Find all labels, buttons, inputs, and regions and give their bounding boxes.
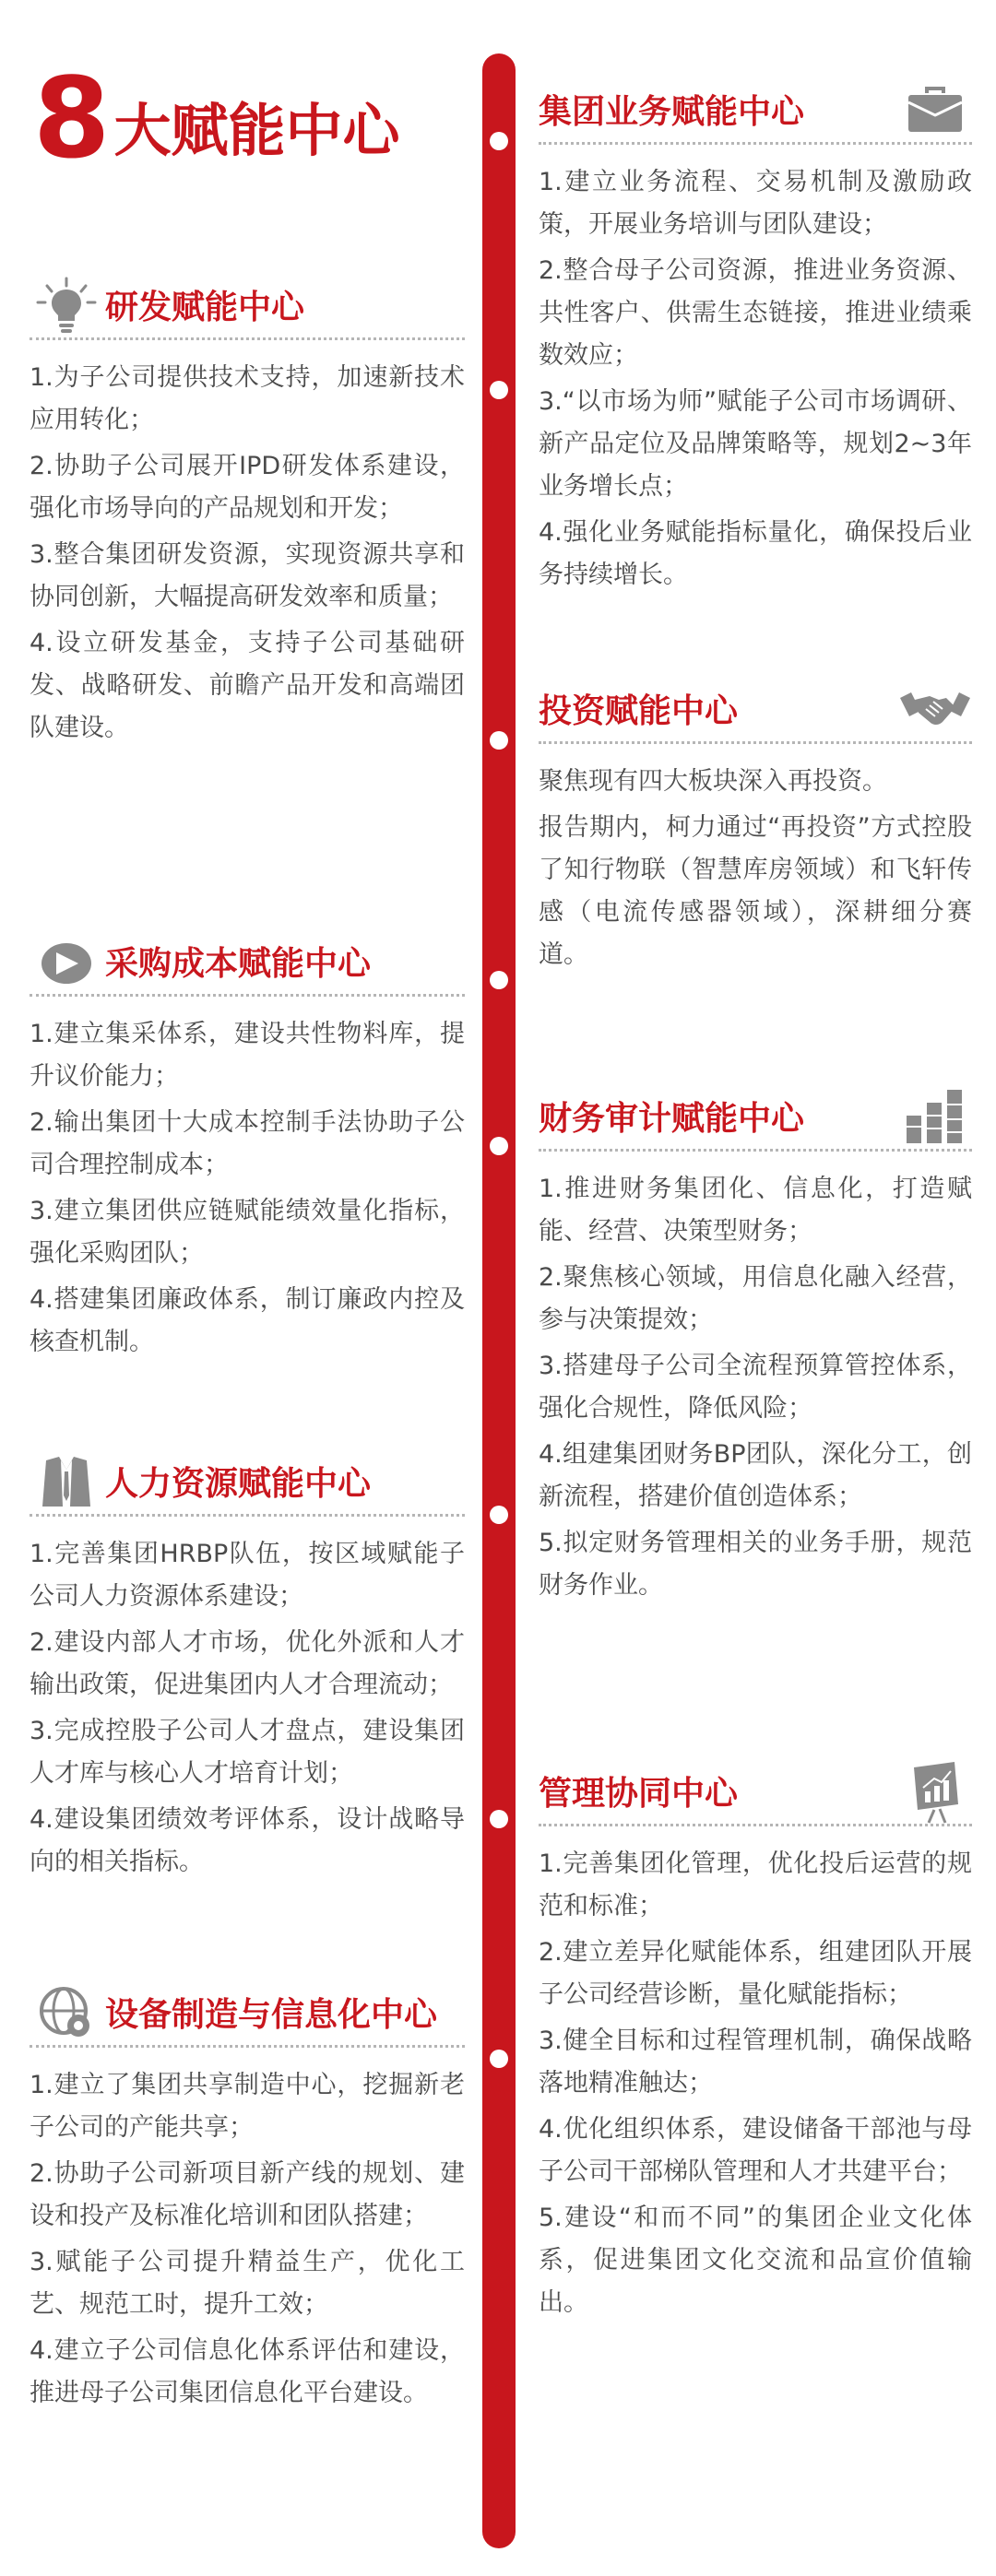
bar-chart-icon [898, 1084, 972, 1149]
timeline-dot [490, 971, 508, 989]
section-header [30, 273, 465, 340]
section-header [539, 77, 972, 145]
list-item: 5.建设“和而不同”的集团企业文化体系，促进集团文化交流和品宣价值输出。 [539, 2204, 972, 2317]
list-item: 1.建立集采体系，建设共性物料库，提升议价能力； [30, 1020, 465, 1091]
suit-icon [30, 1449, 103, 1514]
section-title: 财务审计赋能中心 [539, 1100, 805, 1138]
section-manufacturing-center [30, 1980, 465, 2418]
title-number: 8 [33, 55, 109, 183]
timeline-dot [490, 731, 508, 750]
section-title: 设备制造与信息化中心 [105, 1996, 438, 2034]
list-item: 1.完善集团HRBP队伍，按区域赋能子公司人力资源体系建设； [30, 1540, 465, 1611]
item-list [30, 2064, 465, 2415]
item-list [539, 761, 972, 976]
section-title: 管理协同中心 [539, 1775, 739, 1813]
list-item: 3.健全目标和过程管理机制，确保战略落地精准触达； [539, 2027, 972, 2097]
handshake-icon [898, 677, 972, 741]
section-header [539, 1759, 972, 1826]
page-title [33, 55, 400, 183]
section-title: 投资赋能中心 [539, 692, 739, 730]
section-title: 集团业务赋能中心 [539, 93, 805, 131]
list-item: 2.聚焦核心领域，用信息化融入经营，参与决策提效； [539, 1263, 972, 1334]
list-item: 4.建立子公司信息化体系评估和建设，推进母子公司集团信息化平台建设。 [30, 2336, 465, 2407]
item-list [30, 1533, 465, 1884]
list-item: 报告期内，柯力通过“再投资”方式控股了知行物联（智慧库房领域）和飞轩传感（电流传感器领域），深耕细分赛道。 [539, 813, 972, 969]
item-list [539, 161, 972, 597]
list-item: 1.推进财务集团化、信息化，打造赋能、经营、决策型财务； [539, 1175, 972, 1246]
list-item: 聚焦现有四大板块深入再投资。 [539, 767, 887, 796]
list-item: 1.完善集团化管理，优化投后运营的规范和标准； [539, 1849, 972, 1920]
briefcase-icon [898, 77, 972, 142]
list-item: 1.建立了集团共享制造中心，挖掘新老子公司的产能共享； [30, 2071, 465, 2142]
list-item: 3.整合集团研发资源，实现资源共享和协同创新，大幅提高研发效率和质量； [30, 540, 465, 611]
section-title: 采购成本赋能中心 [105, 945, 372, 983]
timeline-dot [490, 1137, 508, 1155]
timeline-dot [490, 381, 508, 399]
list-item: 4.建设集团绩效考评体系，设计战略导向的相关指标。 [30, 1805, 465, 1876]
list-item: 3.赋能子公司提升精益生产，优化工艺、规范工时，提升工效； [30, 2248, 465, 2319]
list-item: 4.搭建集团廉政体系，制订廉政内控及核查机制。 [30, 1285, 465, 1356]
section-rd-center [30, 273, 465, 753]
item-list [539, 1168, 972, 1607]
timeline-dot [490, 1506, 508, 1524]
list-item: 2.协助子公司新项目新产线的规划、建设和投产及标准化培训和团队搭建； [30, 2159, 465, 2230]
section-header [539, 1084, 972, 1152]
list-item: 2.协助子公司展开IPD研发体系建设，强化市场导向的产品规划和开发； [30, 452, 465, 523]
list-item: 4.设立研发基金，支持子公司基础研发、战略研发、前瞻产品开发和高端团队建设。 [30, 629, 465, 742]
globe-gear-icon [30, 1980, 103, 2045]
list-item: 1.建立业务流程、交易机制及激励政策，开展业务培训与团队建设； [539, 168, 972, 239]
section-investment-center [539, 677, 972, 980]
list-item: 2.输出集团十大成本控制手法协助子公司合理控制成本； [30, 1108, 465, 1179]
list-item: 3.搭建母子公司全流程预算管控体系，强化合规性，降低风险； [539, 1352, 972, 1423]
section-business-center [539, 77, 972, 600]
section-header [539, 677, 972, 744]
timeline-dot [490, 2050, 508, 2068]
cart-icon [30, 929, 103, 994]
list-item: 2.整合母子公司资源，推进业务资源、共性客户、供需生态链接，推进业绩乘数效应； [539, 256, 972, 370]
presentation-icon [898, 1759, 972, 1824]
section-hr-center [30, 1449, 465, 1887]
list-item: 5.拟定财务管理相关的业务手册，规范财务作业。 [539, 1529, 972, 1600]
title-text: 大赋能中心 [113, 97, 400, 164]
lightbulb-icon [30, 273, 103, 337]
list-item: 2.建立差异化赋能体系，组建团队开展子公司经营诊断，量化赋能指标； [539, 1938, 972, 2009]
list-item: 4.强化业务赋能指标量化，确保投后业务持续增长。 [539, 518, 972, 589]
list-item: 4.组建集团财务BP团队，深化分工，创新流程，搭建价值创造体系； [539, 1440, 972, 1511]
timeline-dot [490, 132, 508, 150]
list-item: 2.建设内部人才市场，优化外派和人才输出政策，促进集团内人才合理流动； [30, 1628, 465, 1699]
item-list [539, 1843, 972, 2324]
section-header [30, 929, 465, 997]
list-item: 3.“以市场为师”赋能子公司市场调研、新产品定位及品牌策略等，规划2~3年业务增长点； [539, 387, 972, 501]
section-management-center [539, 1759, 972, 2328]
section-title: 研发赋能中心 [105, 289, 305, 326]
item-list [30, 357, 465, 750]
list-item: 3.完成控股子公司人才盘点，建设集团人才库与核心人才培育计划； [30, 1717, 465, 1788]
section-header [30, 1449, 465, 1517]
item-list [30, 1013, 465, 1364]
section-header [30, 1980, 465, 2048]
timeline-bar [482, 53, 516, 2548]
section-title: 人力资源赋能中心 [105, 1465, 372, 1503]
section-procurement-center [30, 929, 465, 1367]
list-item: 3.建立集团供应链赋能绩效量化指标，强化采购团队； [30, 1197, 465, 1268]
timeline-dot [490, 1810, 508, 1828]
list-item: 1.为子公司提供技术支持，加速新技术应用转化； [30, 363, 465, 434]
section-finance-center [539, 1084, 972, 1611]
list-item: 4.优化组织体系，建设储备干部池与母子公司干部梯队管理和人才共建平台； [539, 2115, 972, 2186]
